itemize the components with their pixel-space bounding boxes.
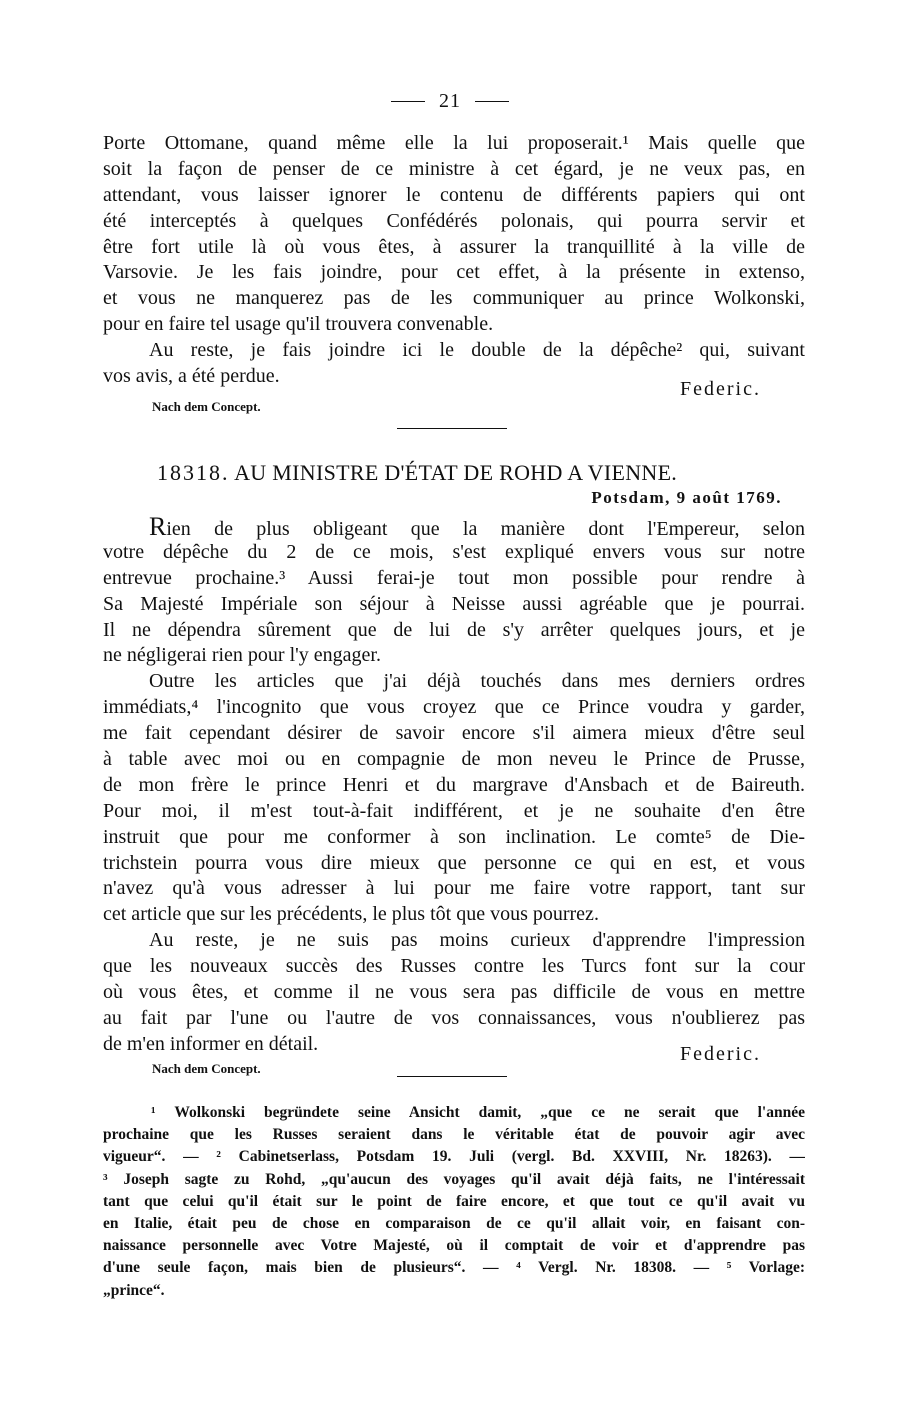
drop-cap: R: [149, 514, 167, 540]
text-line: n'avez qu'à vous adresser à lui pour me faire votre rapport, tant sur: [103, 877, 805, 900]
text-line: et vous ne manquerez pas de les communiquer au prince Wolkonski,: [103, 287, 805, 310]
text-line: où vous êtes, et comme il ne vous sera pas difficile de vous en mettre: [103, 981, 805, 1004]
signature: Federic.: [680, 1043, 761, 1065]
text-line: votre dépêche du 2 de ce mois, s'est expliqué envers vous sur notre: [103, 540, 805, 563]
text-line: trichstein pourra vous dire mieux que personne ce qui en est, et vous: [103, 851, 805, 874]
footnote-divider: [397, 1076, 507, 1077]
text-line: à table avec moi ou en compagnie de mon neveu le Prince de Prusse,: [103, 748, 805, 771]
footnote-line: naissance personnelle avec Votre Majesté, où il comptait de voir et d'apprendre pas: [103, 1237, 805, 1255]
text-line: attendant, vous laisser ignorer le contenu de différents papiers qui ont: [103, 183, 805, 206]
footnote-line: „prince“.: [103, 1281, 165, 1299]
letter-heading: [157, 460, 677, 486]
text-line: Outre les articles que j'ai déjà touchés dans mes derniers ordres: [149, 670, 805, 693]
footnote-line: en Italie, était peu de chose en comparaison de ce qu'il allait voir, en faisant con-: [103, 1214, 805, 1232]
source-note: Nach dem Concept.: [152, 1061, 261, 1076]
running-header: [0, 86, 900, 116]
text-line: Au reste, je ne suis pas moins curieux d'apprendre l'impression: [149, 929, 805, 952]
text-line: au fait par l'une ou l'autre de vos connaissances, vous n'oublierez pas: [103, 1006, 805, 1029]
text-line: entrevue prochaine.³ Aussi ferai-je tout mon possible pour rendre à: [103, 566, 805, 589]
letter-title: AU MINISTRE D'ÉTAT DE ROHD A VIENNE.: [234, 460, 678, 485]
signature: Federic.: [680, 378, 761, 400]
footnote-line: vigueur“. — ² Cabinetserlass, Potsdam 19. Juli (vergl. Bd. XXVIII, Nr. 18263). —: [103, 1148, 805, 1166]
first-line-text: ien de plus obligeant que la manière dont l'Empereur, selon: [166, 518, 805, 540]
text-line-first: [103, 514, 805, 540]
footnote-line: tant que celui qu'il était sur le point de faire encore, et que tout ce qu'il avait vu: [103, 1192, 805, 1210]
letter-number: 18318.: [157, 460, 230, 485]
text-line: soit la façon de penser de ce ministre à cet égard, je ne veux pas, en: [103, 157, 805, 180]
text-line: être fort utile là où vous êtes, à assurer la tranquillité à la ville de: [103, 235, 805, 258]
footnote-line: d'une seule façon, mais bien de plusieurs“. — ⁴ Vergl. Nr. 18308. — ⁵ Vorlage:: [103, 1259, 805, 1277]
continuation-text: [103, 131, 805, 390]
source-note: Nach dem Concept.: [152, 399, 261, 414]
text-line: été interceptés à quelques Confédérés polonais, qui pourra servir et: [103, 209, 805, 232]
letter-body: [103, 514, 805, 1058]
header-rule-left: [391, 101, 425, 102]
text-line: instruit que pour me conformer à son inclination. Le comte⁵ de Die-: [103, 825, 805, 848]
text-line: Porte Ottomane, quand même elle la lui proposerait.¹ Mais quelle que: [103, 132, 805, 154]
footnote-line: prochaine que les Russes seraient dans le véritable état de pouvoir agir avec: [103, 1126, 805, 1144]
text-line: de m'en informer en détail.: [103, 1032, 319, 1055]
text-line: vos avis, a été perdue.: [103, 365, 280, 388]
text-line: ne négligerai rien pour l'y engager.: [103, 644, 381, 667]
text-line: Au reste, je fais joindre ici le double de la dépêche² qui, suivant: [149, 339, 805, 362]
page-number: 21: [439, 89, 461, 112]
text-line: pour en faire tel usage qu'il trouvera convenable.: [103, 313, 494, 336]
header-rule-right: [475, 101, 509, 102]
footnote-line: ¹ Wolkonski begründete seine Ansicht damit, „que ce ne serait que l'année: [151, 1104, 805, 1121]
text-line: Varsovie. Je les fais joindre, pour cet effet, à la présente in extenso,: [103, 261, 805, 284]
text-line: cet article que sur les précédents, le plus tôt que vous pourrez.: [103, 903, 599, 926]
text-line: que les nouveaux succès des Russes contre les Turcs font sur la cour: [103, 955, 805, 978]
text-line: Pour moi, il m'est tout-à-fait indifférent, et je ne souhaite d'en être: [103, 799, 805, 822]
section-divider: [397, 428, 507, 429]
text-line: Sa Majesté Impériale son séjour à Neisse aussi agréable que je pourrai.: [103, 592, 805, 615]
text-line: immédiats,⁴ l'incognito que vous croyez que ce Prince voudra y garder,: [103, 696, 805, 719]
place-date: Potsdam, 9 août 1769.: [591, 488, 782, 507]
text-line: me fait cependant désirer de savoir encore s'il aimera mieux d'être seul: [103, 722, 805, 745]
text-line: Il ne dépendra sûrement que de lui de s'y arrêter quelques jours, et je: [103, 618, 805, 641]
footnotes: [103, 1102, 805, 1302]
footnote-line: ³ Joseph sagte zu Rohd, „qu'aucun des voyages qu'il avait déjà faits, ne l'intéressait: [103, 1170, 805, 1188]
text-line: de mon frère le prince Henri et du margrave d'Ansbach et de Baireuth.: [103, 773, 805, 796]
